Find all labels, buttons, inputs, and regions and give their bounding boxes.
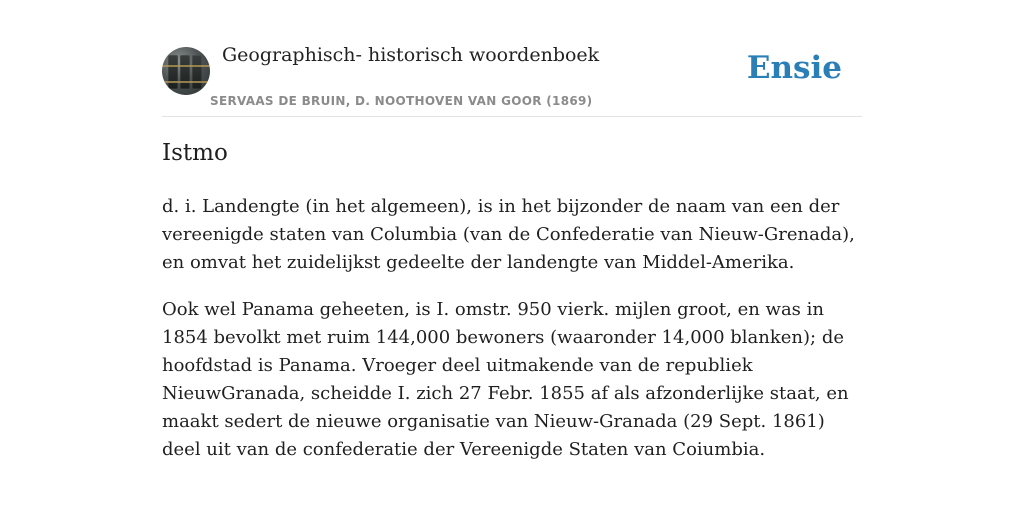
entry-paragraph: d. i. Landengte (in het algemeen), is in het bijzonder de naam van een der vereenigde staten van Columbia (van de Confederatie van Nieuw-Grenada), en omvat het zuidelijkst gedeelte der landengte van Middel-Amerika. <box>162 196 855 273</box>
ensie-logo-link[interactable]: Ensie <box>746 50 842 86</box>
book-title-link[interactable]: Geographisch- historisch woordenboek <box>222 44 600 66</box>
book-cover-avatar[interactable] <box>162 47 210 95</box>
book-spine-icon <box>180 55 190 89</box>
entry-paragraph: Ook wel Panama geheeten, is I. omstr. 950 vierk. mijlen groot, en was in 1854 bevolkt met ruim 144,000 bewoners (waaronder 14,000 blanken); de hoofdstad is Panama. Vroeger deel uitmakende van de republiek NieuwGranada, scheidde I. zich 27 Febr. 1855 af als afzonderlijke staat, en maakt sedert de nieuwe organisatie van Nieuw-Granada (29 Sept. 1861) deel uit van de confederatie der Vereenigde Staten van Coiumbia. <box>162 299 849 460</box>
header <box>162 0 862 117</box>
spine-band <box>162 81 210 83</box>
entry-title: Istmo <box>162 140 228 166</box>
book-spine-icon <box>168 55 178 89</box>
entry-body <box>162 193 862 483</box>
authors-line: SERVAAS DE BRUIN, D. NOOTHOVEN VAN GOOR (1869) <box>210 94 593 108</box>
spine-band <box>162 65 210 67</box>
book-spine-icon <box>192 55 202 89</box>
page <box>162 0 862 460</box>
